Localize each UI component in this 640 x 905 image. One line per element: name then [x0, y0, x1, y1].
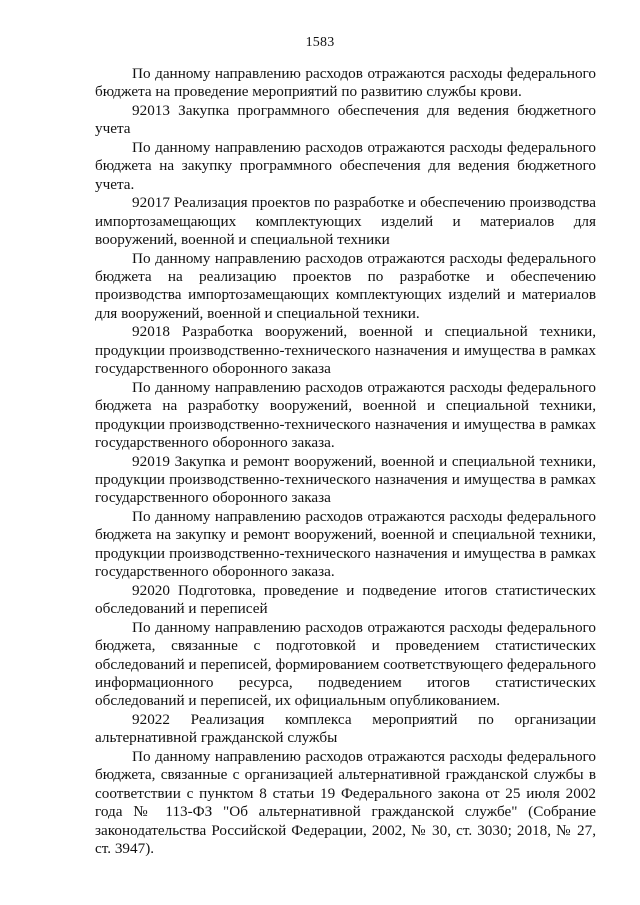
- paragraph-92022-description: По данному направлению расходов отражаются расходы федерального бюджета, связанные с организацией альтернативной гражданской службы в соответствии с пунктом 8 статьи 19 Федерального закона от 25 июля 2002 года № 113-ФЗ "Об альтернативной гражданской службе" (Собрание законодательства Российской Федерации, 2002, № 30, ст. 3030; 2018, № 27, ст. 3947).: [95, 747, 596, 858]
- paragraph-92018-description: По данному направлению расходов отражаются расходы федерального бюджета на разработку вооружений, военной и специальной техники, продукции производственно-технического назначения и имущества в рамках государственного оборонного заказа.: [95, 378, 596, 452]
- paragraph-92017-description: По данному направлению расходов отражаются расходы федерального бюджета на реализацию проектов по разработке и обеспечению производства импортозамещающих комплектующих изделий и материалов для вооружений, военной и специальной техники.: [95, 249, 596, 322]
- heading-92018: 92018 Разработка вооружений, военной и специальной техники, продукции производственно-технического назначения и имущества в рамках государственного оборонного заказа: [95, 323, 596, 378]
- paragraph-92019-description: По данному направлению расходов отражаются расходы федерального бюджета на закупку и ремонт вооружений, военной и специальной техники, продукции производственно-технического назначения и имущества в рамках государственного оборонного заказа.: [95, 507, 596, 581]
- paragraph-92020-description: По данному направлению расходов отражаются расходы федерального бюджета, связанные с подготовкой и проведением статистических обследований и переписей, формированием соответствующего федерального информационного ресурса, подведением итогов статистических обследований и переписей, их официальным опубликованием.: [95, 618, 596, 710]
- heading-92022: 92022 Реализация комплекса мероприятий по организации альтернативной гражданской службы: [95, 710, 596, 747]
- paragraph-blood-service-description: По данному направлению расходов отражаются расходы федерального бюджета на проведение мероприятий по развитию службы крови.: [95, 65, 596, 101]
- heading-92019: 92019 Закупка и ремонт вооружений, военной и специальной техники, продукции производственно-технического назначения и имущества в рамках государственного оборонного заказа: [95, 452, 596, 507]
- heading-92020: 92020 Подготовка, проведение и подведение итогов статистических обследований и переписей: [95, 581, 596, 618]
- heading-92013: 92013 Закупка программного обеспечения для ведения бюджетного учета: [95, 101, 596, 138]
- heading-92017: 92017 Реализация проектов по разработке и обеспечению производства импортозамещающих комплектующих изделий и материалов для вооружений, военной и специальной техники: [95, 194, 596, 249]
- paragraph-92013-description: По данному направлению расходов отражаются расходы федерального бюджета на закупку программного обеспечения для ведения бюджетного учета.: [95, 138, 596, 193]
- page-number: 1583: [305, 35, 335, 50]
- document-body: [95, 65, 596, 858]
